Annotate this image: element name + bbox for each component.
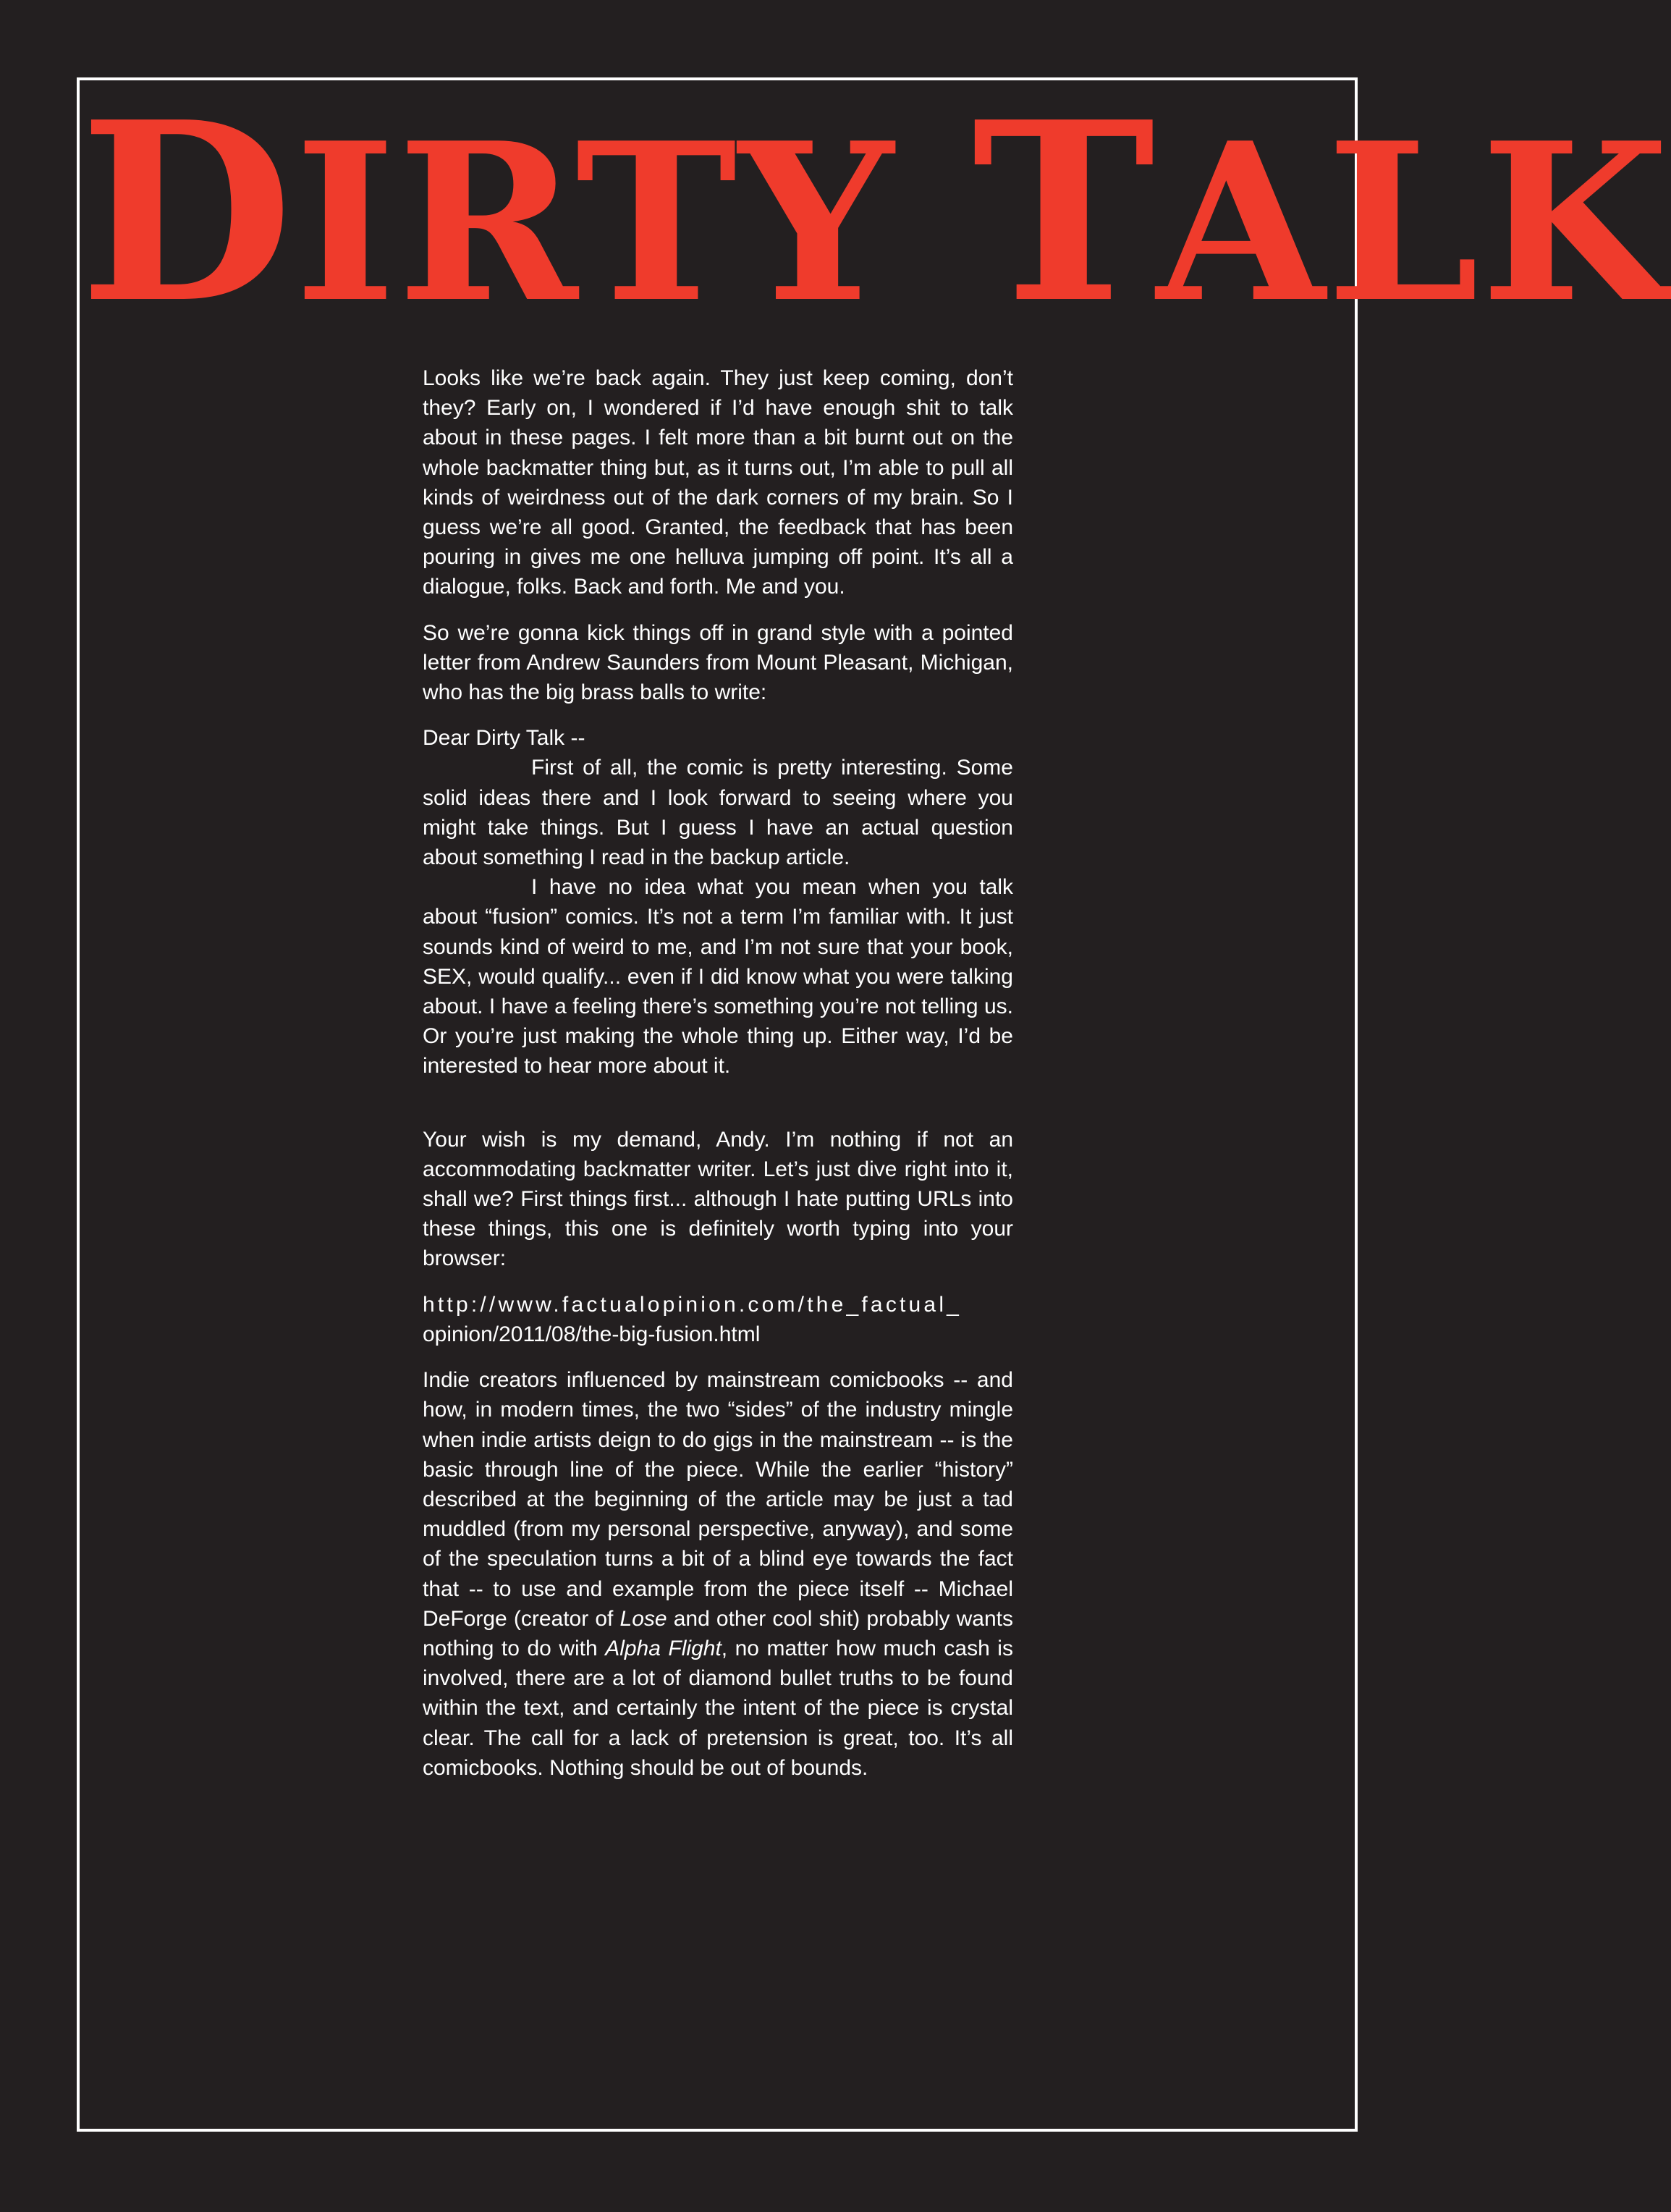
url-line-2: opinion/2011/08/the-big-fusion.html <box>423 1322 761 1346</box>
letter-paragraph-1: First of all, the comic is pretty interesting. Some solid ideas there and I look forward to seeing where you might take things. But I guess I have an actual question about something I read in the backup article. <box>423 756 1013 870</box>
intro-paragraph: Looks like we’re back again. They just keep coming, don’t they? Early on, I wondered if I’d have enough shit to talk about in these pages. I felt more than a bit burnt out on the whole backmatter thing but, as it turns out, I’m able to pull all kinds of weirdness out of the dark corners of my brain. So I guess we’re all good. Granted, the feedback that has been pouring in gives me one helluva jumping off point. It’s all a dialogue, folks. Back and forth. Me and you. <box>423 366 1013 599</box>
title-initial-t: T <box>972 69 1157 358</box>
paragraph-spacer <box>423 1097 1013 1125</box>
lose-title: Lose <box>619 1606 667 1631</box>
title-initial-d: D <box>80 69 295 358</box>
article-column <box>423 363 1013 1799</box>
page-title <box>80 69 1671 358</box>
discussion-text-1: Indie creators influenced by mainstream comicbooks -- and how, in modern times, the two “sides” of the industry mingle when indie artists deign to do gigs in the mainstream -- is the basic through line of the piece. While the earlier “history” described at the beginning of the article may be just a tad muddled (from my personal perspective, anyway), and some of the speculation turns a bit of a blind eye towards the fact that -- to use and example from the piece itself -- Michael DeForge (creator of <box>423 1368 1013 1631</box>
article-url <box>423 1290 1013 1349</box>
discussion-paragraph <box>423 1365 1013 1783</box>
letter-intro-paragraph: So we’re gonna kick things off in grand style with a pointed letter from Andrew Saunders from Mount Pleasant, Michigan, who has the big brass balls to write: <box>423 620 1013 705</box>
discussion-text-3: , no matter how much cash is involved, there are a lot of diamond bullet truths to be found within the text, and certainly the intent of the piece is crystal clear. The call for a lack of pretension is great, too. It’s all comicbooks. Nothing should be out of bounds. <box>423 1636 1013 1780</box>
title-word-dirty-rest: IRTY <box>294 95 973 350</box>
letter-paragraph-2: I have no idea what you mean when you talk about “fusion” comics. It’s not a term I’m familiar with. It just sounds kind of weird to me, and I’m not sure that your book, SEX, would qualify... even if I did know what you were talking about. I have a feeling there’s something you’re not telling us. Or you’re just making the whole thing up. Either way, I’d be interested to hear more about it. <box>423 875 1013 1078</box>
reply-paragraph: Your wish is my demand, Andy. I’m nothing if not an accommodating backmatter writer. Let’s just dive right into it, shall we? First things first... although I hate putting URLs into these things, this one is definitely worth typing into your browser: <box>423 1127 1013 1271</box>
alpha-flight-title: Alpha Flight <box>605 1636 722 1660</box>
url-line-1: http://www.factualopinion.com/the_factual_ <box>423 1292 963 1317</box>
title-word-talk-rest: ALK <box>1156 95 1671 350</box>
discussion-text-2: and other cool shit) probably wants nothing to do with <box>423 1606 1013 1660</box>
letter-salutation: Dear Dirty Talk -- <box>423 726 585 751</box>
